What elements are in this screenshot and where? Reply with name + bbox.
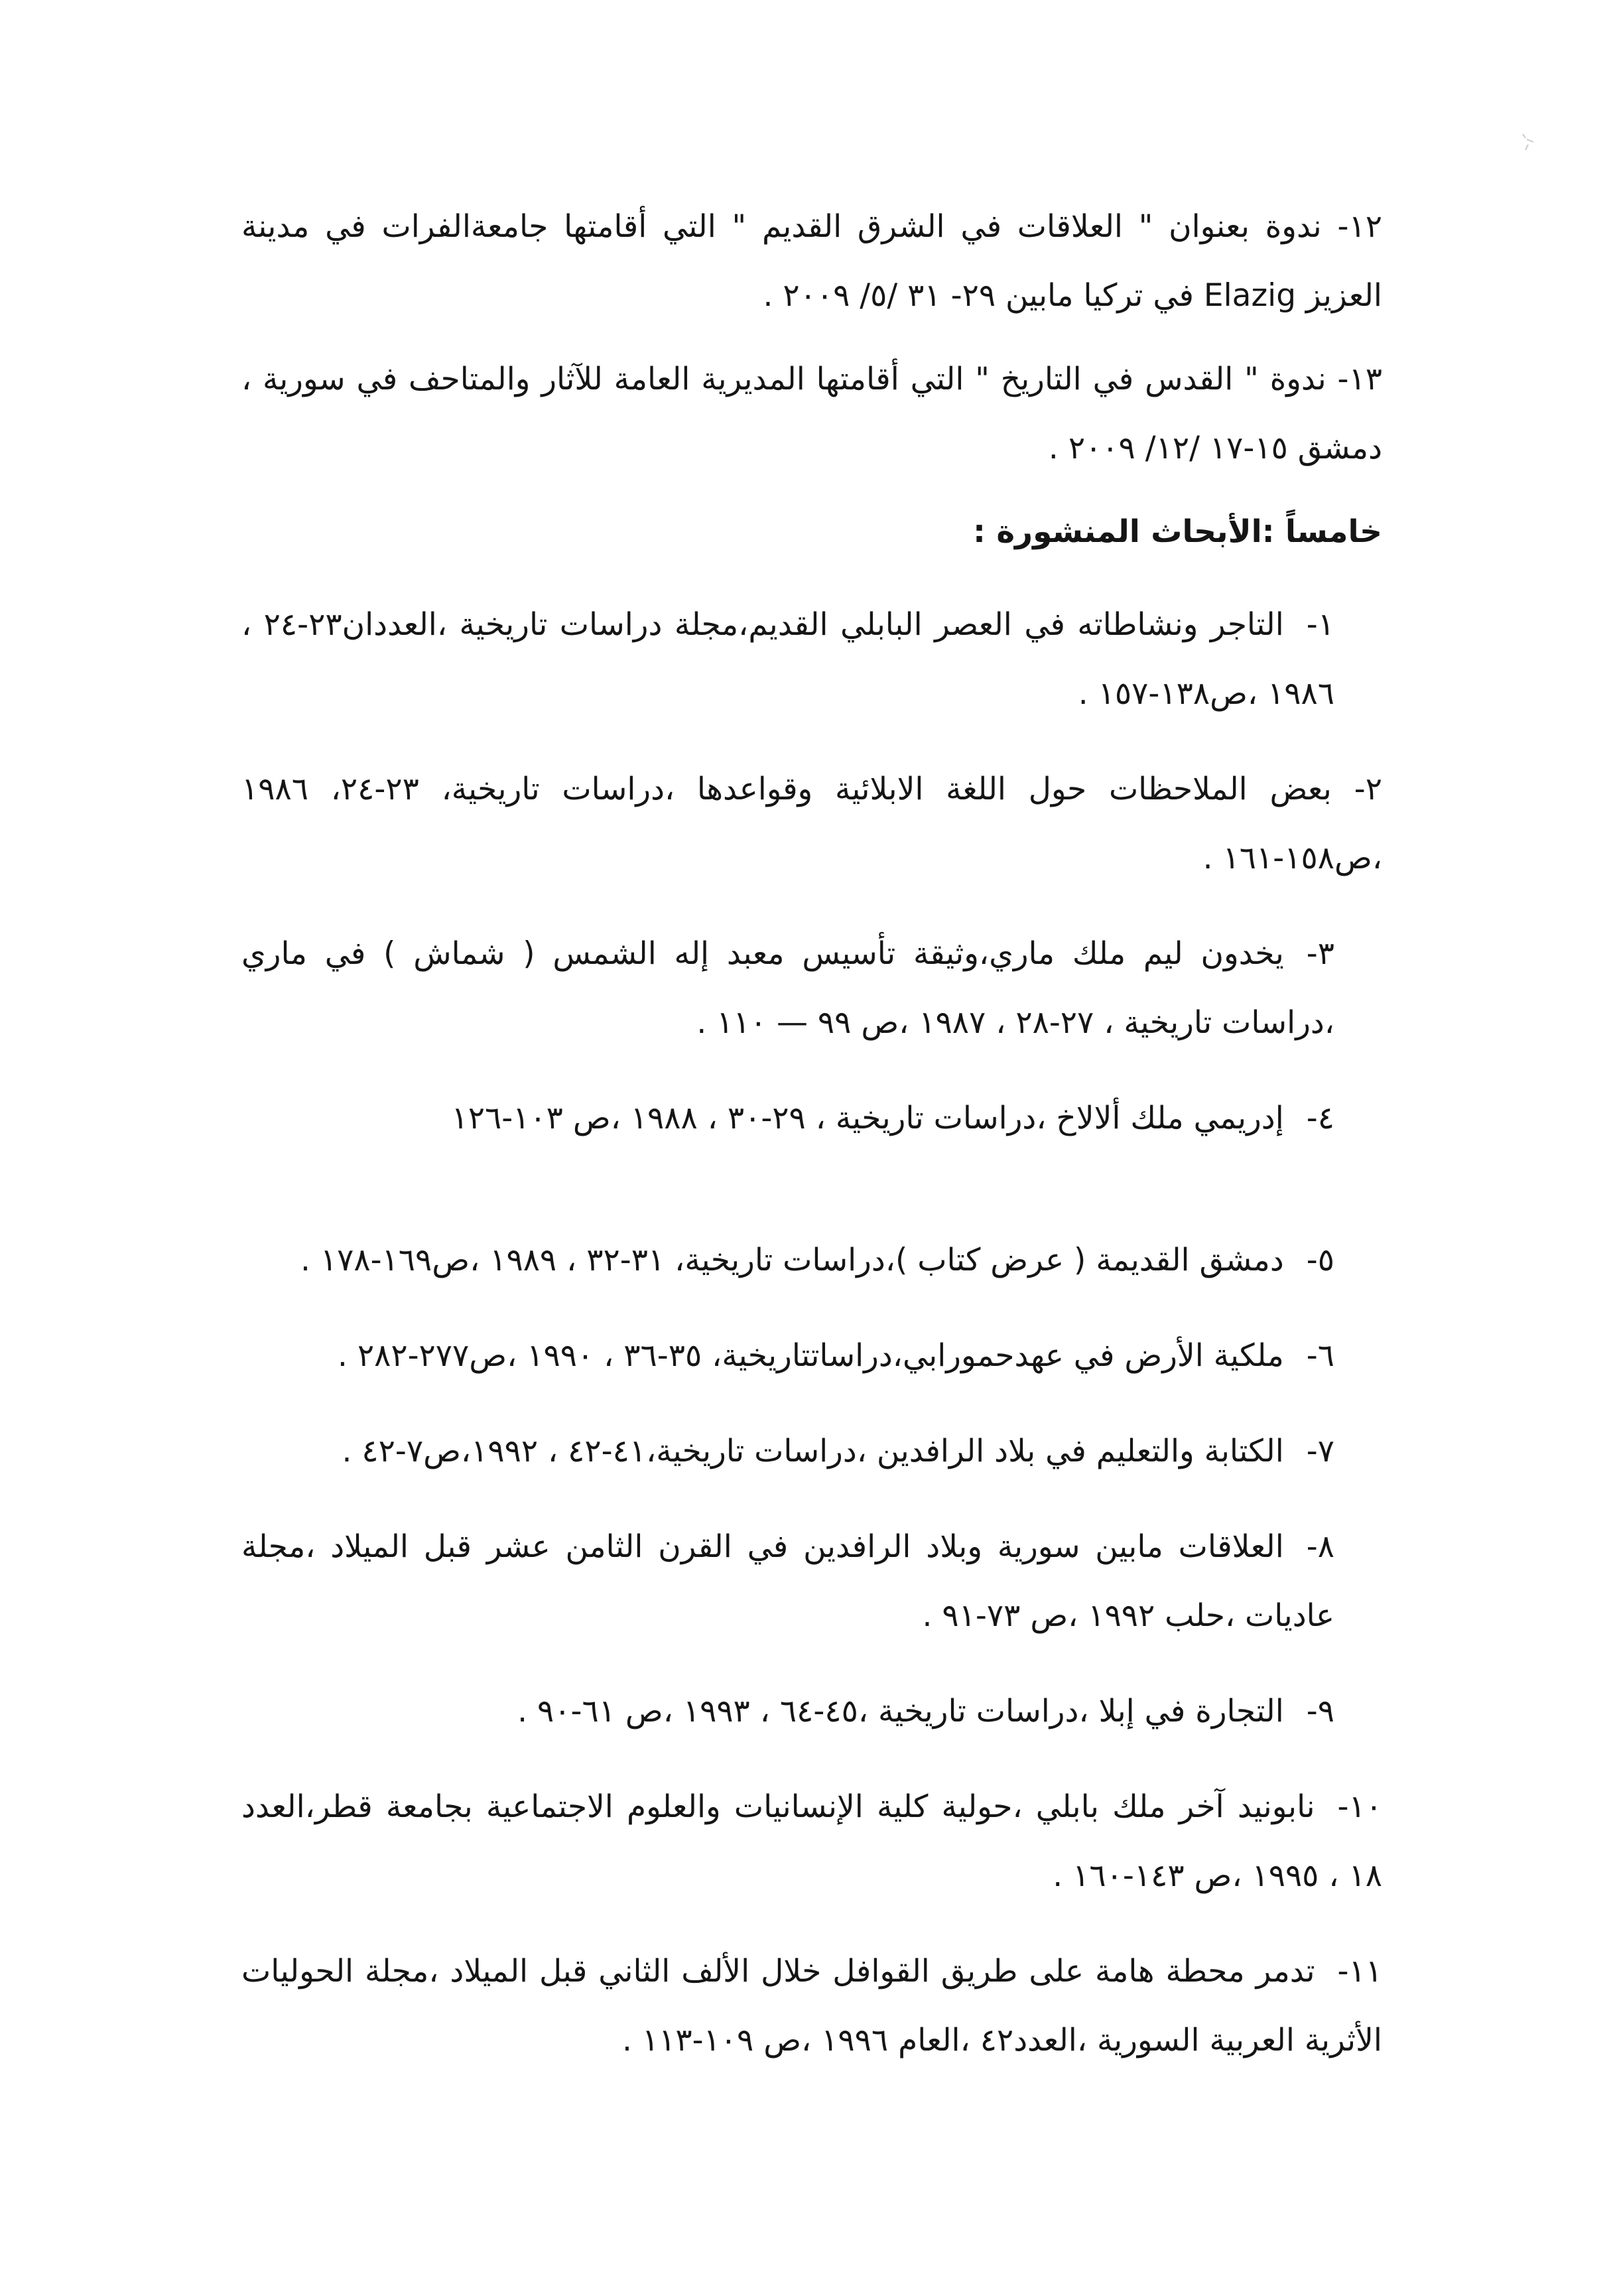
item-text: تدمر محطة هامة على طريق القوافل خلال الألف الثاني قبل الميلاد ،مجلة الحوليات الأثرية العربية السورية ،العدد٤٢ ،العام ١٩٩٦ ،ص ١٠٩-١١٣ . xyxy=(241,1953,1382,2059)
item-number: ٤- xyxy=(1306,1100,1334,1136)
scan-speck-mark xyxy=(1516,130,1539,157)
item-number: ٣- xyxy=(1306,935,1334,972)
seminar-entry-13: ١٣- ندوة " القدس في التاريخ " التي أقامتها المديرية العامة للآثار والمتاحف في سورية ، دمشق ١٥-١٧ /١٢/ ٢٠٠٩ . xyxy=(241,361,1382,466)
item-text: إدريمي ملك ألالاخ ،دراسات تاريخية ، ٢٩-٣٠ ، ١٩٨٨ ،ص ١٠٣-١٢٦ xyxy=(451,1100,1284,1136)
research-item-5 xyxy=(241,1226,1382,1295)
document-body xyxy=(241,192,1382,2102)
item-text: ملكية الأرض في عهدحمورابي،دراساتتاريخية، ٣٥-٣٦ ، ١٩٩٠ ،ص٢٧٧-٢٨٢ . xyxy=(337,1337,1284,1374)
item-text: العلاقات مابين سورية وبلاد الرافدين في القرن الثامن عشر قبل الميلاد ،مجلة عاديات ،حلب ١٩٩٢ ،ص ٧٣-٩١ . xyxy=(241,1528,1334,1634)
item-number: ٩- xyxy=(1306,1693,1334,1729)
seminar-entry-12: ١٢- ندوة بعنوان " العلاقات في الشرق القديم " التي أقامتها جامعةالفرات في مدينة العزيز Elazig في تركيا مابين ٢٩- ٣١ /٥/ ٢٠٠٩ . xyxy=(241,208,1382,314)
item-number: ١٠- xyxy=(1337,1789,1382,1825)
research-item-1 xyxy=(241,590,1382,728)
item-number: ٦- xyxy=(1306,1337,1334,1374)
item-number: ١- xyxy=(1306,606,1334,643)
research-item-9 xyxy=(241,1677,1382,1746)
research-item-8 xyxy=(241,1513,1382,1651)
item-text: نابونيد آخر ملك بابلي ،حولية كلية الإنسانيات والعلوم الاجتماعية بجامعة قطر،العدد ١٨ ، ١٩٩٥ ،ص ١٤٣-١٦٠ . xyxy=(241,1789,1382,1894)
section-heading-published-research: خامساً :الأبحاث المنشورة : xyxy=(973,513,1382,550)
item-number: ٨- xyxy=(1306,1528,1334,1565)
item-number: ٥- xyxy=(1306,1242,1334,1278)
item-text: التجارة في إبلا ،دراسات تاريخية ،٤٥-٦٤ ، ١٩٩٣ ،ص ٦١-٩٠ . xyxy=(517,1693,1284,1729)
research-item-3 xyxy=(241,919,1382,1057)
item-text: بعض الملاحظات حول اللغة الابلائية وقواعدها ،دراسات تاريخية، ٢٣-٢٤، ١٩٨٦ ،ص١٥٨-١٦١ . xyxy=(241,771,1382,876)
item-text: دمشق القديمة ( عرض كتاب )،دراسات تاريخية، ٣١-٣٢ ، ١٩٨٩ ،ص١٦٩-١٧٨ . xyxy=(300,1242,1284,1278)
item-number: ٢- xyxy=(1354,771,1382,807)
item-text: الكتابة والتعليم في بلاد الرافدين ،دراسات تاريخية،٤١-٤٢ ، ١٩٩٢،ص٧-٤٢ . xyxy=(342,1433,1284,1469)
item-number: ٧- xyxy=(1306,1433,1334,1469)
item-number: ١١- xyxy=(1337,1953,1382,1990)
research-item-7 xyxy=(241,1417,1382,1486)
item-text: التاجر ونشاطاته في العصر البابلي القديم،مجلة دراسات تاريخية ،العددان٢٣-٢٤ ، ١٩٨٦ ،ص١٣٨-١٥٧ . xyxy=(241,606,1334,712)
item-text: يخدون ليم ملك ماري،وثيقة تأسيس معبد إله الشمس ( شماش ) في ماري ،دراسات تاريخية ، ٢٧-٢٨ ، ١٩٨٧ ،ص ٩٩ — ١١٠ . xyxy=(241,935,1334,1041)
research-item-4 xyxy=(241,1084,1382,1153)
research-item-6 xyxy=(241,1321,1382,1390)
research-item-2 xyxy=(241,755,1382,893)
research-item-11 xyxy=(241,1937,1382,2075)
research-item-10 xyxy=(241,1773,1382,1911)
